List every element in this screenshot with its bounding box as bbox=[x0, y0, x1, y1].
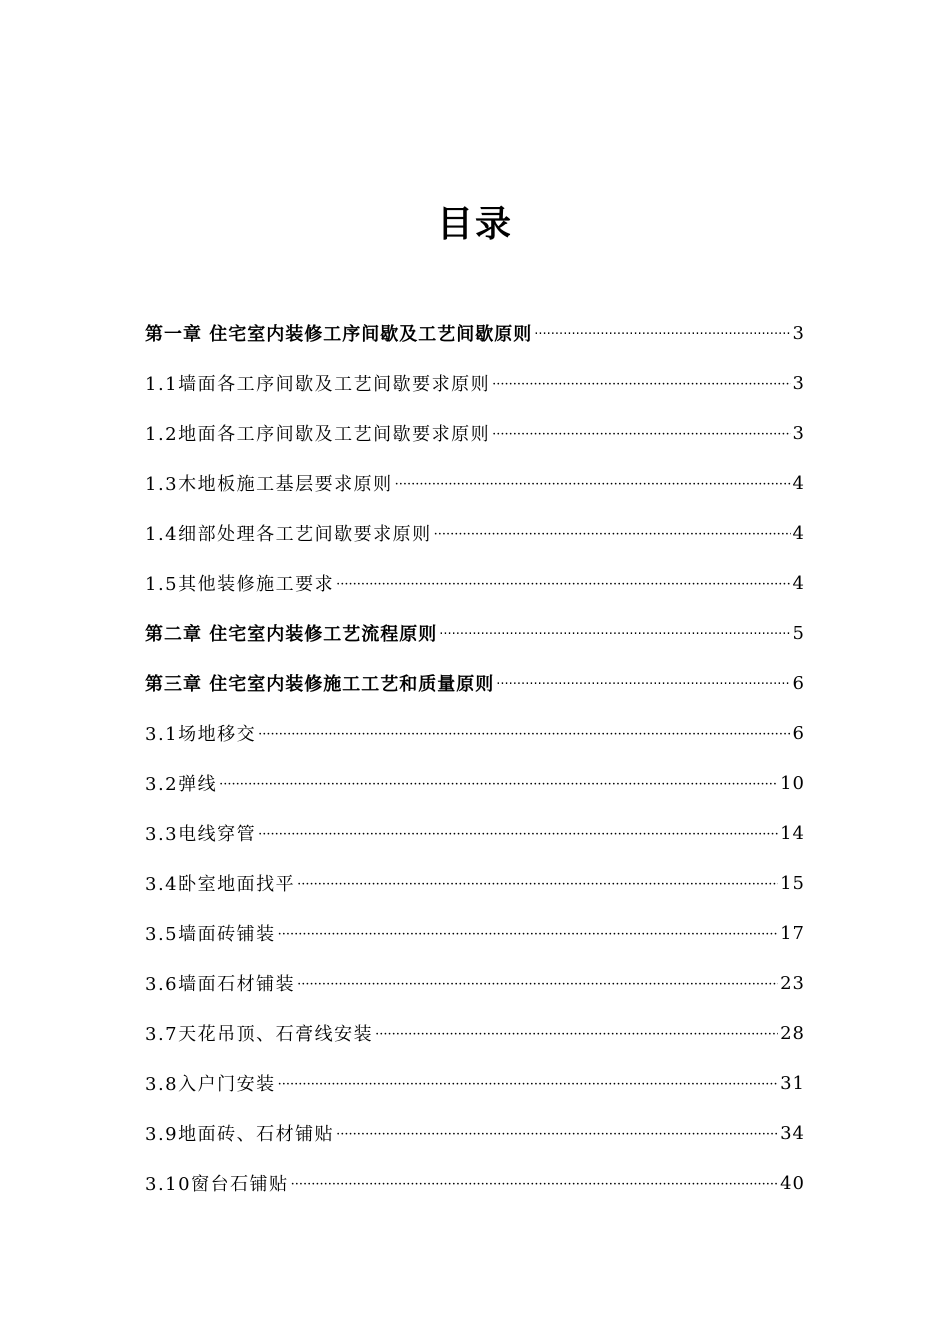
toc-entry-3-3[interactable] bbox=[145, 808, 805, 858]
toc-dot-leader bbox=[291, 1172, 779, 1194]
toc-entry-3-2[interactable] bbox=[145, 758, 805, 808]
toc-page-number: 23 bbox=[780, 972, 805, 994]
toc-entry-chapter-1[interactable] bbox=[145, 308, 805, 358]
toc-entry-3-10[interactable] bbox=[145, 1158, 805, 1208]
toc-page-number: 3 bbox=[792, 422, 805, 444]
toc-dot-leader bbox=[219, 772, 778, 794]
toc-entry-title: 3.3电线穿管 bbox=[145, 824, 257, 845]
toc-page-number: 4 bbox=[792, 472, 805, 494]
toc-entry-1-4[interactable] bbox=[145, 508, 805, 558]
toc-page-number: 10 bbox=[780, 772, 805, 794]
toc-dot-leader bbox=[492, 422, 790, 444]
toc-dot-leader bbox=[336, 572, 790, 594]
toc-entry-title: 3.1场地移交 bbox=[145, 724, 257, 745]
toc-entry-title: 1.5其他装修施工要求 bbox=[145, 574, 335, 595]
toc-page-number: 3 bbox=[792, 372, 805, 394]
toc-entry-3-6[interactable] bbox=[145, 958, 805, 1008]
toc-entry-title: 3.4卧室地面找平 bbox=[145, 874, 296, 895]
toc-page-number: 4 bbox=[792, 572, 805, 594]
toc-page-number: 40 bbox=[780, 1172, 805, 1194]
toc-entry-3-1[interactable] bbox=[145, 708, 805, 758]
toc-page-number: 4 bbox=[792, 522, 805, 544]
toc-entry-title: 1.3木地板施工基层要求原则 bbox=[145, 474, 393, 495]
toc-entry-3-9[interactable] bbox=[145, 1108, 805, 1158]
toc-dot-leader bbox=[336, 1122, 778, 1144]
toc-entry-1-5[interactable] bbox=[145, 558, 805, 608]
toc-entry-3-4[interactable] bbox=[145, 858, 805, 908]
toc-page-number: 34 bbox=[780, 1122, 805, 1144]
toc-dot-leader bbox=[534, 322, 790, 344]
toc-entry-title: 3.10窗台石铺贴 bbox=[145, 1174, 289, 1195]
toc-entry-3-8[interactable] bbox=[145, 1058, 805, 1108]
toc-dot-leader bbox=[375, 1022, 778, 1044]
toc-entry-title: 第一章 住宅室内装修工序间歇及工艺间歇原则 bbox=[145, 324, 533, 345]
toc-entry-3-7[interactable] bbox=[145, 1008, 805, 1058]
toc-dot-leader bbox=[258, 822, 778, 844]
toc-page-number: 5 bbox=[792, 622, 805, 644]
toc-entry-chapter-2[interactable] bbox=[145, 608, 805, 658]
toc-page-number: 17 bbox=[780, 922, 805, 944]
toc-dot-leader bbox=[492, 372, 790, 394]
toc-page-number: 6 bbox=[792, 722, 805, 744]
toc-dot-leader bbox=[278, 922, 778, 944]
toc-dot-leader bbox=[496, 672, 790, 694]
toc-dot-leader bbox=[395, 472, 791, 494]
toc-entry-title: 第二章 住宅室内装修工艺流程原则 bbox=[145, 624, 438, 645]
toc-entry-1-2[interactable] bbox=[145, 408, 805, 458]
toc-dot-leader bbox=[297, 872, 778, 894]
toc-entry-title: 3.8入户门安装 bbox=[145, 1074, 276, 1095]
toc-entry-title: 3.5墙面砖铺装 bbox=[145, 924, 276, 945]
toc-entry-title: 3.6墙面石材铺装 bbox=[145, 974, 296, 995]
toc-entry-title: 第三章 住宅室内装修施工工艺和质量原则 bbox=[145, 674, 495, 695]
toc-entry-title: 1.4细部处理各工艺间歇要求原则 bbox=[145, 524, 432, 545]
toc-entry-title: 1.2地面各工序间歇及工艺间歇要求原则 bbox=[145, 424, 491, 445]
toc-entry-chapter-3[interactable] bbox=[145, 658, 805, 708]
toc-dot-leader bbox=[434, 522, 791, 544]
toc-entry-1-3[interactable] bbox=[145, 458, 805, 508]
toc-entry-3-5[interactable] bbox=[145, 908, 805, 958]
toc-page-number: 3 bbox=[792, 322, 805, 344]
toc-entry-1-1[interactable] bbox=[145, 358, 805, 408]
toc-page-number: 31 bbox=[780, 1072, 805, 1094]
page-title: 目录 bbox=[436, 204, 513, 246]
toc-page-number: 15 bbox=[780, 872, 805, 894]
toc-page-number: 14 bbox=[780, 822, 805, 844]
toc-entry-title: 3.9地面砖、石材铺贴 bbox=[145, 1124, 335, 1145]
toc-entry-title: 3.2弹线 bbox=[145, 774, 218, 795]
toc-dot-leader bbox=[297, 972, 778, 994]
table-of-contents bbox=[145, 308, 805, 1208]
toc-entry-title: 1.1墙面各工序间歇及工艺间歇要求原则 bbox=[145, 374, 491, 395]
toc-dot-leader bbox=[258, 722, 790, 744]
toc-dot-leader bbox=[278, 1072, 778, 1094]
toc-page-number: 6 bbox=[792, 672, 805, 694]
toc-dot-leader bbox=[439, 622, 790, 644]
toc-page-number: 28 bbox=[780, 1022, 805, 1044]
toc-entry-title: 3.7天花吊顶、石膏线安装 bbox=[145, 1024, 374, 1045]
